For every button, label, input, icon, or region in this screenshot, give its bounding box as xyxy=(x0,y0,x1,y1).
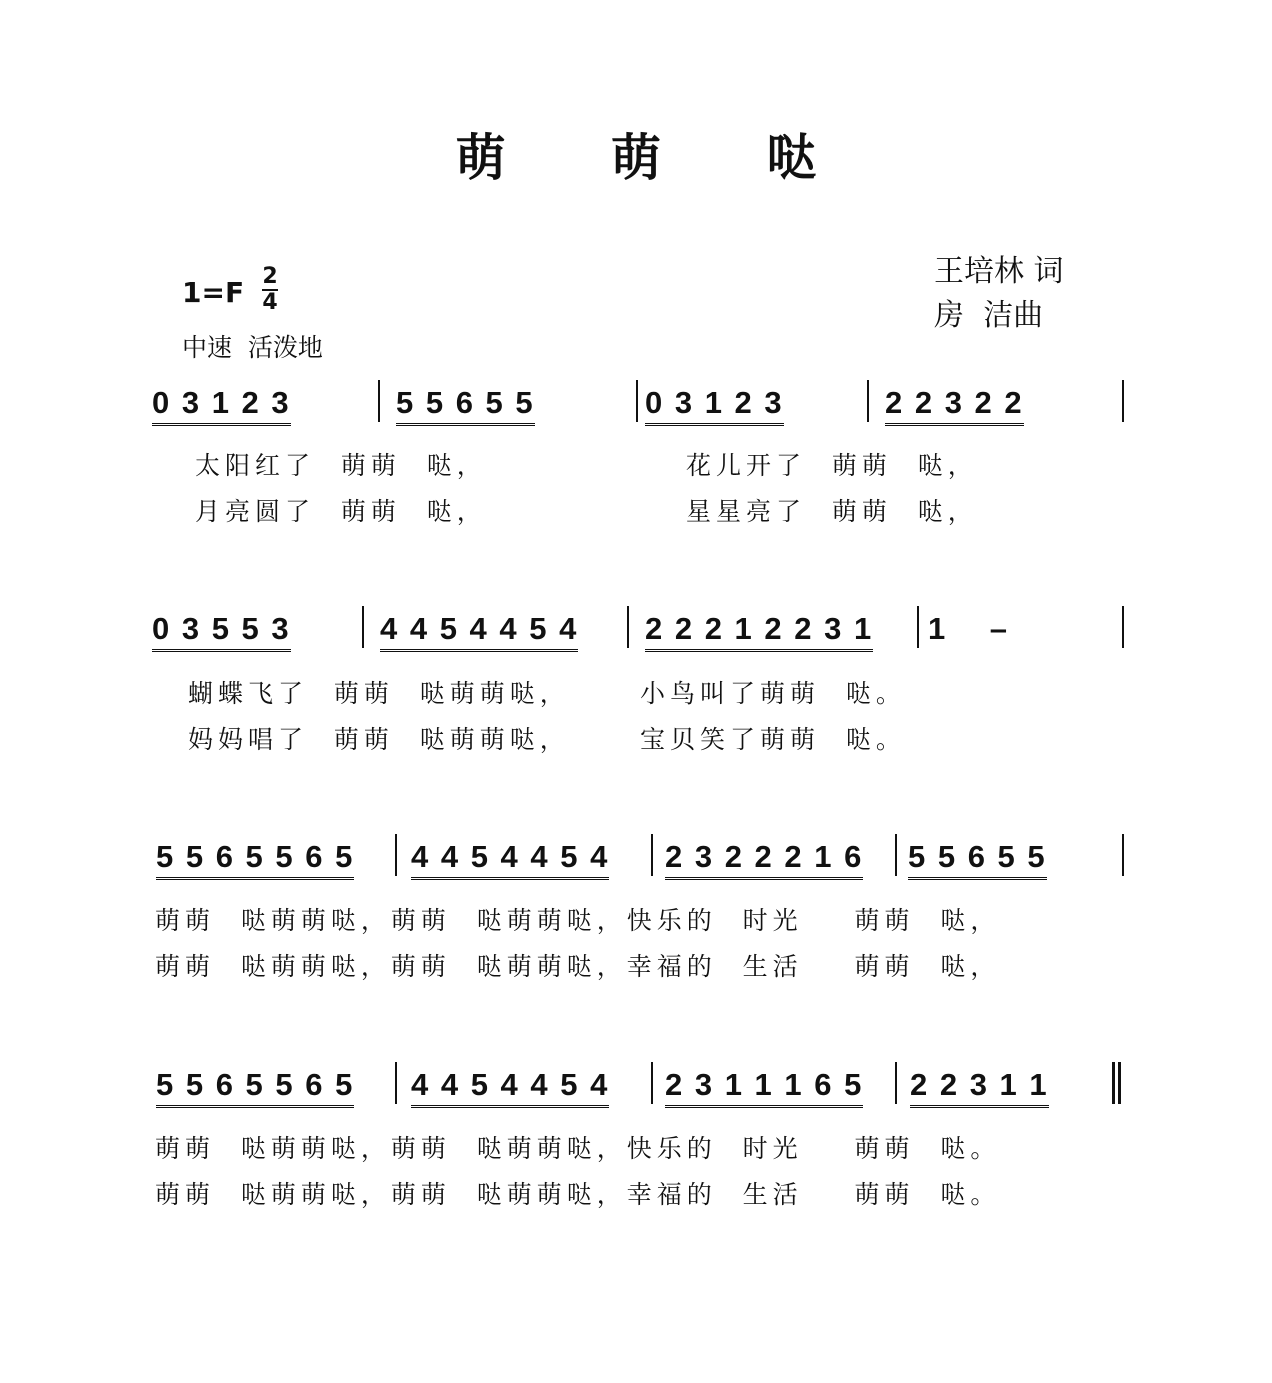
lyric-line: 小鸟叫了萌萌 哒。 xyxy=(640,679,906,708)
measure: 0 3 1 2 3 xyxy=(645,386,784,426)
barline xyxy=(651,834,653,876)
measure: 2 3 2 2 2 1 6 xyxy=(665,840,863,880)
lyric-line: 萌萌 哒萌萌哒，萌萌 哒萌萌哒，快乐的 时光 萌萌 哒。 xyxy=(155,1134,1001,1163)
measure: 1 – xyxy=(928,611,1009,646)
time-bottom: 4 xyxy=(262,290,278,315)
measure: 5 5 6 5 5 6 5 xyxy=(156,1068,354,1108)
lyricist: 王培林 词 xyxy=(934,254,1064,289)
time-top: 2 xyxy=(262,264,278,289)
lyric-line: 太阳红了 萌萌 哒， xyxy=(195,451,487,480)
measure: 5 5 6 5 5 6 5 xyxy=(156,840,354,880)
measure: 5 5 6 5 5 xyxy=(908,840,1047,880)
lyric-line: 星星亮了 萌萌 哒， xyxy=(686,497,978,526)
lyric-line: 花儿开了 萌萌 哒， xyxy=(686,451,978,480)
barline xyxy=(1122,380,1124,422)
tempo-marking: 中速 活泼地 xyxy=(182,333,323,362)
barline xyxy=(1122,834,1124,876)
barline xyxy=(895,834,897,876)
lyric-line: 萌萌 哒萌萌哒，萌萌 哒萌萌哒，幸福的 生活 萌萌 哒。 xyxy=(155,1180,1001,1209)
lyric-line: 妈妈唱了 萌萌 哒萌萌哒， xyxy=(188,725,570,754)
measure: 0 3 5 5 3 xyxy=(152,612,291,652)
barline xyxy=(362,606,364,648)
barline xyxy=(627,606,629,648)
measure: 4 4 5 4 4 5 4 xyxy=(380,612,578,652)
barline xyxy=(636,380,638,422)
barline xyxy=(1112,1062,1115,1104)
lyric-line: 月亮圆了 萌萌 哒， xyxy=(195,497,487,526)
barline xyxy=(378,380,380,422)
measure: 2 2 2 1 2 2 3 1 xyxy=(645,612,873,652)
measure: 0 3 1 2 3 xyxy=(152,386,291,426)
barline xyxy=(651,1062,653,1104)
measure: 4 4 5 4 4 5 4 xyxy=(411,840,609,880)
song-title: 萌 萌 哒 xyxy=(455,128,861,187)
measure: 4 4 5 4 4 5 4 xyxy=(411,1068,609,1108)
measure: 2 2 3 1 1 xyxy=(910,1068,1049,1108)
barline xyxy=(917,606,919,648)
measure: 2 2 3 2 2 xyxy=(885,386,1024,426)
key-signature: 1=F xyxy=(182,276,245,309)
lyric-line: 萌萌 哒萌萌哒，萌萌 哒萌萌哒，快乐的 时光 萌萌 哒， xyxy=(155,906,1001,935)
measure: 5 5 6 5 5 xyxy=(396,386,535,426)
lyric-line: 萌萌 哒萌萌哒，萌萌 哒萌萌哒，幸福的 生活 萌萌 哒， xyxy=(155,952,1001,981)
lyric-line: 宝贝笑了萌萌 哒。 xyxy=(640,725,906,754)
composer: 房 洁曲 xyxy=(934,298,1044,333)
barline xyxy=(1122,606,1124,648)
barline xyxy=(395,834,397,876)
lyric-line: 蝴蝶飞了 萌萌 哒萌萌哒， xyxy=(188,679,570,708)
barline xyxy=(395,1062,397,1104)
time-signature xyxy=(262,266,278,314)
barline xyxy=(867,380,869,422)
barline xyxy=(895,1062,897,1104)
barline xyxy=(1118,1062,1121,1104)
measure: 2 3 1 1 1 6 5 xyxy=(665,1068,863,1108)
